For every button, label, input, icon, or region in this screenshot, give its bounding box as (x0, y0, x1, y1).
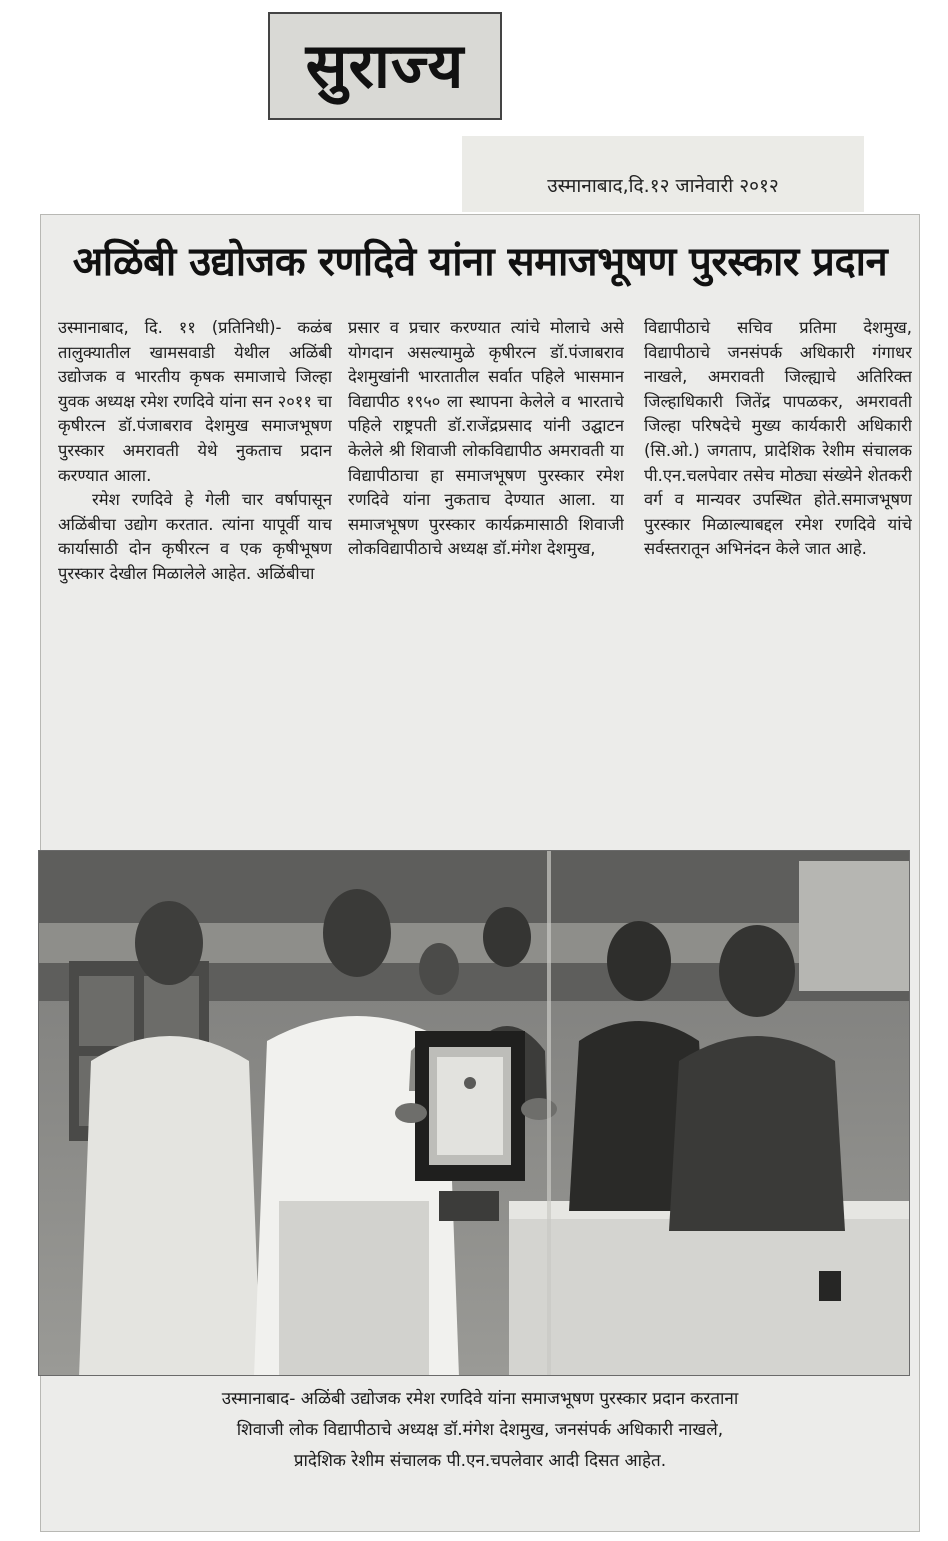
caption-line-2: शिवाजी लोक विद्यापीठाचे अध्यक्ष डॉ.मंगेश देशमुख, जनसंपर्क अधिकारी नाखले, (236, 1420, 724, 1440)
column-1-paragraph-1: उस्मानाबाद, दि. ११ (प्रतिनिधी)- कळंब तालुक्यातील खामसवाडी येथील अळिंबी उद्योजक व भारतीय कृषक समाजाचे जिल्हा युवक अध्यक्ष रमेश रणदिवे यांना सन २०११ चा कृषीरत्न डॉ.पंजाबराव देशमुख समाजभूषण पुरस्कार अमरावती येथे नुकताच प्रदान करण्यात आला. (58, 318, 332, 485)
dateline-strip (462, 136, 864, 212)
masthead-title: सुराज्य (305, 29, 465, 102)
caption-line-1: उस्मानाबाद- अळिंबी उद्योजक रमेश रणदिवे यांना समाजभूषण पुरस्कार प्रदान करताना (221, 1389, 739, 1409)
newspaper-masthead (268, 12, 502, 120)
caption-line-3: प्रादेशिक रेशीम संचालक पी.एन.चपलेवार आदी दिसत आहेत. (293, 1451, 667, 1471)
dateline-text: उस्मानाबाद,दि.१२ जानेवारी २०१२ (547, 175, 779, 197)
award-ceremony-photo (38, 850, 910, 1376)
article-column-2 (348, 316, 624, 846)
column-2-paragraph-1: प्रसार व प्रचार करण्यात त्यांचे मोलाचे असे योगदान असल्यामुळे कृषीरत्न डॉ.पंजाबराव देशमुखांनी भारतातील सर्वात पहिले भासमान विद्यापीठ १९५० ला स्थापना केलेले व भारताचे पहिले राष्ट्रपती डॉ.राजेंद्रप्रसाद यांनी उद्घाटन केलेले श्री शिवाजी लोकविद्यापीठ अमरावती या विद्यापीठाचा हा समाजभूषण पुरस्कार रमेश रणदिवे यांना नुकताच देण्यात आला. या समाजभूषण पुरस्कार कार्यक्रमासाठी शिवाजी लोकविद्यापीठाचे अध्यक्ष डॉ.मंगेश देशमुख, (348, 318, 624, 559)
column-1-paragraph-2: रमेश रणदिवे हे गेली चार वर्षापासून अळिंबीचा उद्योग करतात. त्यांना यापूर्वी याच कार्यासाठी दोन कृषीरत्न व एक कृषीभूषण पुरस्कार देखील मिळालेले आहेत. अळिंबीचा (58, 490, 332, 583)
article-column-1 (58, 316, 332, 846)
photo-caption (50, 1384, 910, 1484)
column-3-paragraph-1: विद्यापीठाचे सचिव प्रतिमा देशमुख, विद्यापीठाचे जनसंपर्क अधिकारी गंगाधर नाखले, अमरावती जिल्ह्याचे अतिरिक्त जिल्हाधिकारी जितेंद्र पापळकर, अमरावती जिल्हा परिषदेचे मुख्य कार्यकारी अधिकारी (सि.ओ.) जगताप, प्रादेशिक रेशीम संचालक पी.एन.चलपेवार तसेच मोठ्या संख्येने शेतकरी वर्ग व मान्यवर उपस्थित होते.समाजभूषण पुरस्कार मिळाल्याबद्दल रमेश रणदिवे यांचे सर्वस्तरातून अभिनंदन केले जात आहे. (644, 318, 912, 559)
headline-text: अळिंबी उद्योजक रणदिवे यांना समाजभूषण पुरस्कार प्रदान (72, 238, 888, 285)
article-headline (50, 222, 910, 296)
article-column-3 (644, 316, 912, 846)
